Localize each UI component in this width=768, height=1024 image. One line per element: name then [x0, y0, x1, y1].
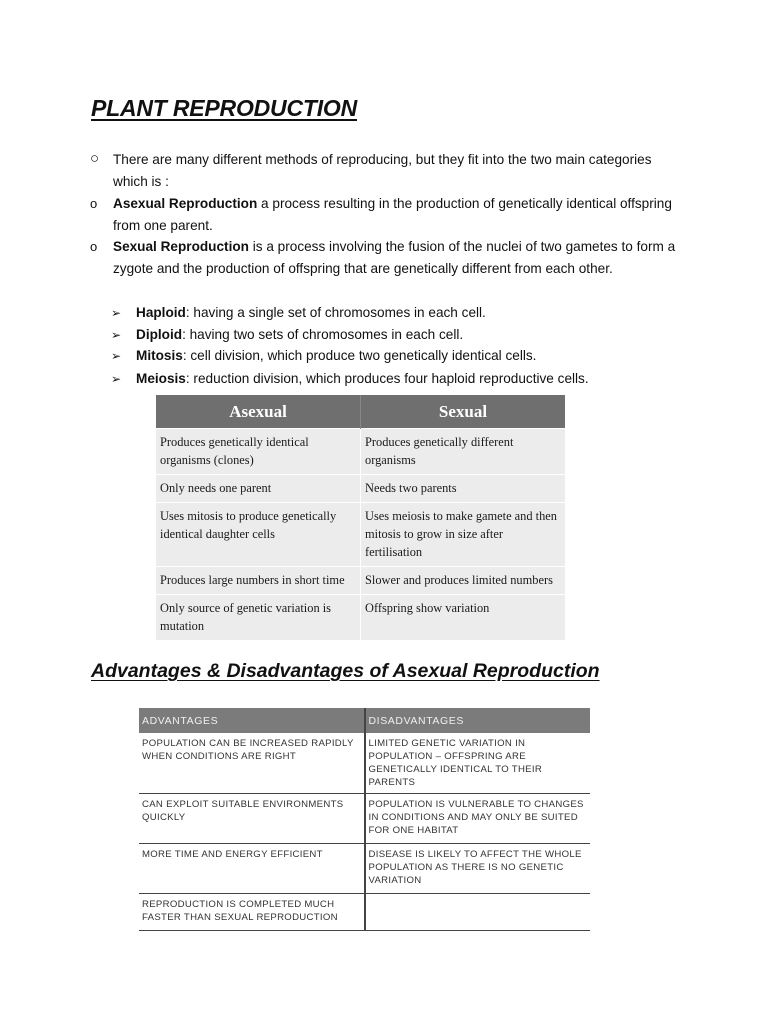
- table-cell: Needs two parents: [361, 475, 566, 503]
- table-cell: Uses mitosis to produce genetically identical daughter cells: [156, 503, 361, 567]
- term-diploid: [111, 324, 656, 346]
- table-cell: Produces genetically identical organisms (clones): [156, 429, 361, 475]
- table-row: [139, 844, 590, 894]
- term-name: Haploid: [136, 305, 186, 320]
- table-row: [139, 733, 590, 794]
- term-name: Diploid: [136, 327, 183, 342]
- table-cell: LIMITED GENETIC VARIATION IN POPULATION – OFFSPRING ARE GENETICALLY IDENTICAL TO THEIR PARENTS: [365, 733, 591, 794]
- table-row: [156, 595, 565, 641]
- table-row: [156, 475, 565, 503]
- column-header: Asexual: [156, 395, 361, 429]
- definition-text: is a process involving the fusion of the nuclei of two gametes to form a zygote and the production of offspring that are genetically different from each other.: [113, 239, 676, 276]
- term-haploid: [111, 302, 656, 324]
- definition-sexual: [90, 236, 683, 280]
- arrow-bullet-icon: ➢: [111, 372, 122, 386]
- page-title: PLANT REPRODUCTION: [91, 95, 358, 121]
- table-cell: CAN EXPLOIT SUITABLE ENVIRONMENTS QUICKLY: [139, 794, 365, 844]
- table-header-row: [139, 708, 590, 733]
- comparison-table: [156, 395, 565, 640]
- term-text: : reduction division, which produces four haploid reproductive cells.: [185, 371, 589, 386]
- table-cell: Uses meiosis to make gamete and then mitosis to grow in size after fertilisation: [361, 503, 566, 567]
- table-cell: Offspring show variation: [361, 595, 566, 641]
- table-cell: POPULATION IS VULNERABLE TO CHANGES IN CONDITIONS AND MAY ONLY BE SUITED FOR ONE HABITAT: [365, 794, 591, 844]
- term-text: : having a single set of chromosomes in each cell.: [185, 305, 486, 320]
- table-cell: REPRODUCTION IS COMPLETED MUCH FASTER THAN SEXUAL REPRODUCTION: [139, 894, 365, 931]
- section-heading: Advantages & Disadvantages of Asexual Reproduction: [91, 660, 600, 682]
- term-meiosis: [111, 368, 656, 390]
- intro-item: [90, 149, 683, 193]
- table-cell: Only source of genetic variation is mutation: [156, 595, 361, 641]
- definition-term: Asexual Reproduction: [113, 196, 258, 211]
- circle-bullet-icon: o: [90, 196, 98, 211]
- table-cell: MORE TIME AND ENERGY EFFICIENT: [139, 844, 365, 894]
- column-header: Sexual: [361, 395, 566, 429]
- table-cell: POPULATION CAN BE INCREASED RAPIDLY WHEN CONDITIONS ARE RIGHT: [139, 733, 365, 794]
- table-cell: [365, 894, 591, 931]
- term-mitosis: [111, 345, 656, 367]
- table-cell: Only needs one parent: [156, 475, 361, 503]
- definition-text: a process resulting in the production of genetically identical offspring from one parent.: [113, 196, 672, 233]
- term-name: Meiosis: [136, 371, 186, 386]
- table-cell: Produces genetically different organisms: [361, 429, 566, 475]
- table-cell: Slower and produces limited numbers: [361, 567, 566, 595]
- definition-term: Sexual Reproduction: [113, 239, 249, 254]
- circle-bullet-icon: o: [90, 239, 98, 254]
- table-header-row: [156, 395, 565, 429]
- table-cell: Produces large numbers in short time: [156, 567, 361, 595]
- term-text: : having two sets of chromosomes in each cell.: [182, 327, 464, 342]
- column-header: DISADVANTAGES: [365, 708, 591, 733]
- advantages-table: [139, 708, 590, 931]
- table-row: [156, 503, 565, 567]
- column-header: ADVANTAGES: [139, 708, 365, 733]
- intro-text: There are many different methods of reproducing, but they fit into the two main categories which is :: [113, 152, 652, 189]
- table-row: [139, 894, 590, 931]
- circle-bullet-icon: ○: [90, 150, 100, 167]
- arrow-bullet-icon: ➢: [111, 328, 122, 342]
- arrow-bullet-icon: ➢: [111, 306, 122, 320]
- table-cell: DISEASE IS LIKELY TO AFFECT THE WHOLE POPULATION AS THERE IS NO GENETIC VARIATION: [365, 844, 591, 894]
- term-text: : cell division, which produce two genetically identical cells.: [182, 348, 537, 363]
- definition-asexual: [90, 193, 683, 237]
- table-row: [156, 429, 565, 475]
- table-row: [139, 794, 590, 844]
- arrow-bullet-icon: ➢: [111, 349, 122, 363]
- term-name: Mitosis: [136, 348, 183, 363]
- table-row: [156, 567, 565, 595]
